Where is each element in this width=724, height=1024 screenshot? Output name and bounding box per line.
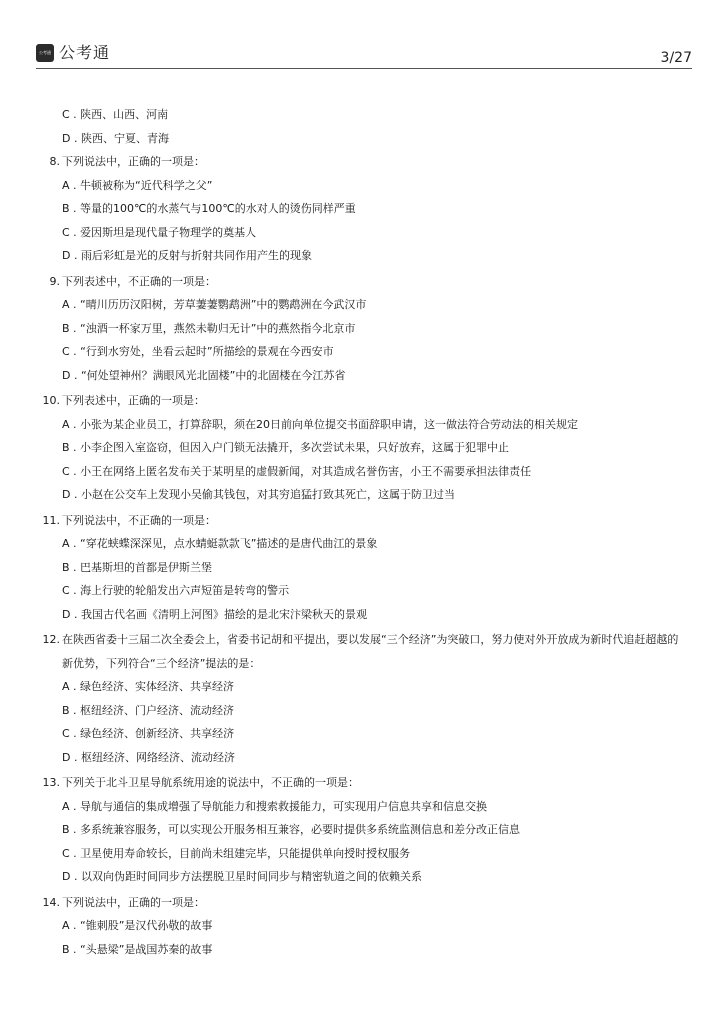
question-stem xyxy=(40,150,680,174)
question-number: 12. xyxy=(42,633,60,646)
option: C . 小王在网络上匿名发布关于某明星的虚假新闻，对其造成名誉伤害，小王不需要承担法律责任 xyxy=(62,464,532,478)
question-text: 下列说法中，不正确的一项是： xyxy=(62,513,216,527)
option: C . 绿色经济、创新经济、共享经济 xyxy=(62,727,235,740)
option: A . “晴川历历汉阳树，芳草萋萋鹦鹉洲”中的鹦鹉洲在今武汉市 xyxy=(62,298,367,311)
option: B . “浊酒一杯家万里，燕然未勒归无计”中的燕然指今北京市 xyxy=(62,321,356,335)
page-number: 3/27 xyxy=(660,50,692,66)
option: C . 海上行驶的轮船发出六声短笛是转弯的警示 xyxy=(62,584,290,597)
question-item xyxy=(40,509,680,627)
option: B . “头悬梁”是战国苏秦的故事 xyxy=(62,942,213,956)
question-stem xyxy=(40,389,680,413)
option: A . 牛顿被称为“近代科学之父” xyxy=(62,178,213,192)
option: D . 雨后彩虹是光的反射与折射共同作用产生的现象 xyxy=(62,249,312,262)
question-text: 下列表述中，不正确的一项是： xyxy=(62,274,216,288)
logo-icon: 公考通 xyxy=(36,44,54,62)
question-item xyxy=(40,389,680,507)
option: B . 小李企图入室盗窃，但因入户门锁无法撬开，多次尝试未果，只好放弃，这属于犯罪中止 xyxy=(62,441,510,454)
option: C . “行到水穷处，坐看云起时”所描绘的景观在今西安市 xyxy=(62,345,334,358)
option: B . 枢纽经济、门户经济、流动经济 xyxy=(62,703,235,717)
option: A . “穿花蛱蝶深深见，点水蜻蜓款款飞”描述的是唐代曲江的景象 xyxy=(62,537,378,550)
option: A . 导航与通信的集成增强了导航能力和搜索救援能力，可实现用户信息共享和信息交换 xyxy=(62,799,488,813)
question-item xyxy=(40,891,680,962)
question-item xyxy=(40,150,680,268)
option: D . 陕西、宁夏、青海 xyxy=(62,131,169,145)
option: C . 陕西、山西、河南 xyxy=(62,108,169,121)
logo-text: 公考通 xyxy=(59,43,111,62)
question-item xyxy=(40,628,680,769)
question-list xyxy=(40,103,680,961)
carryover-options xyxy=(40,103,680,150)
option: A . “锥刺股”是汉代孙敬的故事 xyxy=(62,919,213,932)
question-number: 9. xyxy=(49,274,60,288)
question-item xyxy=(40,771,680,889)
question-text: 下列说法中，正确的一项是： xyxy=(62,155,205,168)
header-divider xyxy=(36,68,692,69)
question-stem xyxy=(40,628,680,675)
option: A . 小张为某企业员工，打算辞职，须在20日前向单位提交书面辞职申请，这一做法符合劳动法的相关规定 xyxy=(62,417,579,431)
question-number: 10. xyxy=(42,394,60,407)
question-stem xyxy=(40,771,680,795)
question-number: 11. xyxy=(42,513,60,527)
question-text: 下列关于北斗卫星导航系统用途的说法中，不正确的一项是： xyxy=(62,776,359,789)
option: D . 我国古代名画《清明上河图》描绘的是北宋汴梁秋天的景观 xyxy=(62,607,367,621)
question-text: 下列表述中，正确的一项是： xyxy=(62,394,205,407)
question-item xyxy=(40,270,680,388)
option: D . 枢纽经济、网络经济、流动经济 xyxy=(62,750,235,764)
option: D . 以双向伪距时间同步方法摆脱卫星时间同步与精密轨道之间的依赖关系 xyxy=(62,870,422,883)
question-stem xyxy=(40,270,680,294)
question-number: 13. xyxy=(42,776,60,789)
question-number: 14. xyxy=(42,895,60,909)
option: B . 巴基斯坦的首都是伊斯兰堡 xyxy=(62,560,213,574)
page-header xyxy=(36,42,692,68)
option: B . 等量的100℃的水蒸气与100℃的水对人的烫伤同样严重 xyxy=(62,202,356,215)
option: C . 爱因斯坦是现代量子物理学的奠基人 xyxy=(62,225,257,239)
option: D . 小赵在公交车上发现小吴偷其钱包，对其穷追猛打致其死亡，这属于防卫过当 xyxy=(62,488,455,501)
question-text: 在陕西省委十三届二次全委会上，省委书记胡和平提出，要以发展“三个经济”为突破口，努力使对外开放成为新时代追赶超越的新优势，下列符合“三个经济”提法的是： xyxy=(62,633,679,670)
option: D . “何处望神州？满眼风光北固楼”中的北固楼在今江苏省 xyxy=(62,368,346,382)
question-number: 8. xyxy=(49,155,60,168)
option: B . 多系统兼容服务，可以实现公开服务相互兼容，必要时提供多系统监测信息和差分改正信息 xyxy=(62,823,521,836)
question-stem xyxy=(40,509,680,533)
option: C . 卫星使用寿命较长，目前尚未组建完毕，只能提供单向授时授权服务 xyxy=(62,846,411,860)
option: A . 绿色经济、实体经济、共享经济 xyxy=(62,680,235,693)
question-text: 下列说法中，正确的一项是： xyxy=(62,895,205,909)
question-stem xyxy=(40,891,680,915)
